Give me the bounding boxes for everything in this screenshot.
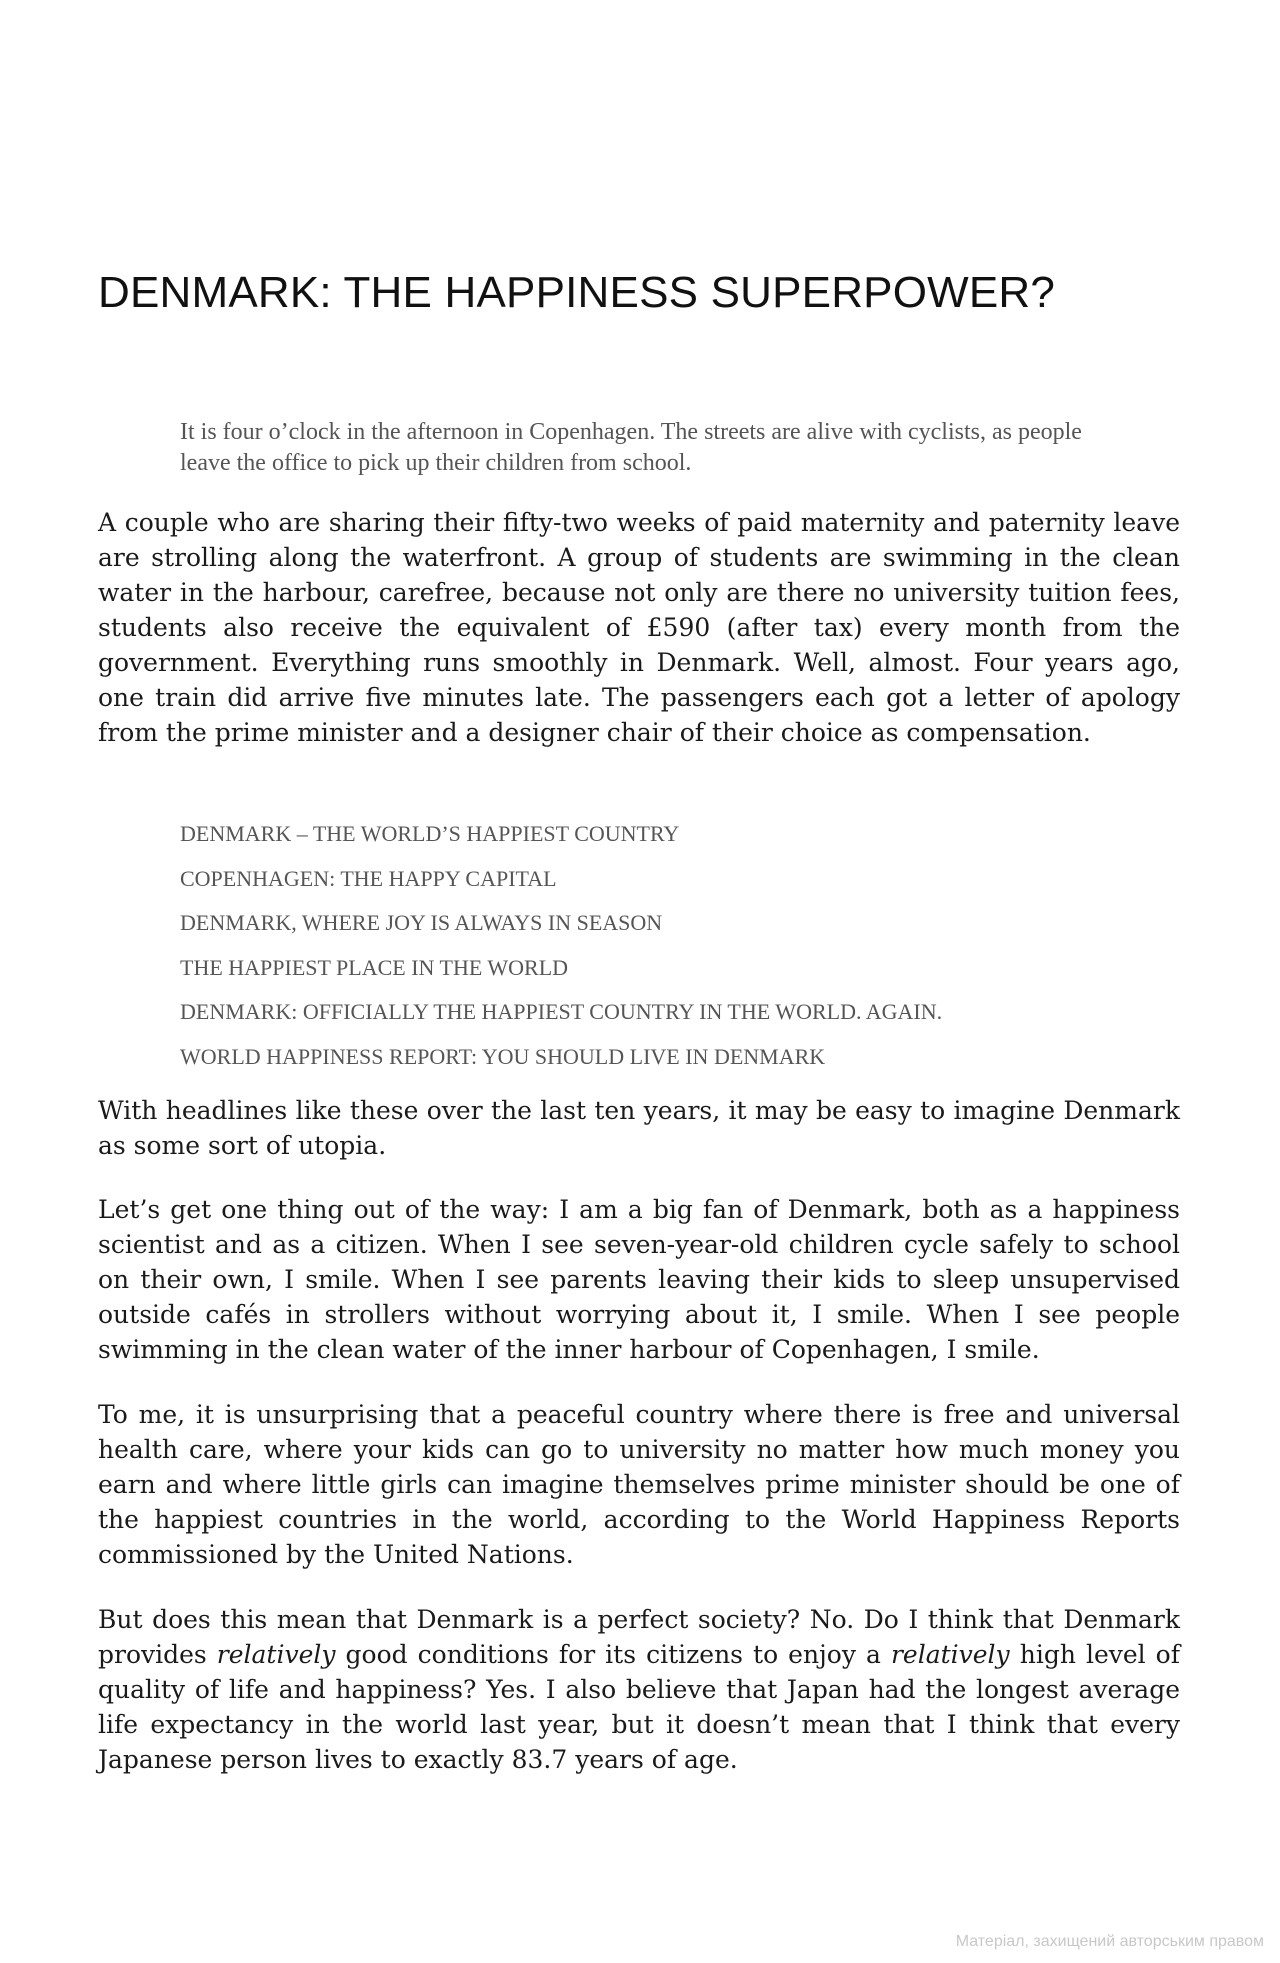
emphasis-relatively: relatively xyxy=(890,1640,1010,1669)
paragraph-intro: A couple who are sharing their fifty-two weeks of paid maternity and paternity leave are strolling along the waterfront. A group of students are swimming in the clean water in the harbour, carefree, because not only are there no university tuition fees, students also receive the equivalent of £590 (after tax) every month from the government. Everything runs smoothly in Denmark. Well, almost. Four years ago, one train did arrive five minutes late. The passengers each got a letter of apology from the prime minister and a designer chair of their choice as compensation. xyxy=(98,508,1180,747)
headline-item: THE HAPPIEST PLACE IN THE WORLD xyxy=(180,954,569,980)
final-paragraph-part3: high level of quality of life and happiness? Yes. I also believe that Japan had the longest average life expectancy in the world last year, but it doesn’t mean that I think that every Japanese person lives to exactly 83.7 years of age. xyxy=(98,1640,1180,1774)
chapter-title: DENMARK: THE HAPPINESS SUPERPOWER? xyxy=(98,268,1056,317)
copyright-notice: Матеріал, захищений авторським правом xyxy=(955,1933,1264,1950)
epigraph: It is four o’clock in the afternoon in Copenhagen. The streets are alive with cyclists, as people leave the office to pick up their children from school. xyxy=(180,419,1082,476)
headline-item: DENMARK: OFFICIALLY THE HAPPIEST COUNTRY IN THE WORLD. AGAIN. xyxy=(180,999,943,1024)
paragraph-fan-of-denmark: Let’s get one thing out of the way: I am a big fan of Denmark, both as a happiness scientist and as a citizen. When I see seven-year-old children cycle safely to school on their own, I smile. When I see parents leaving their kids to sleep unsupervised outside cafés in strollers without worrying about it, I smile. When I see people swimming in the clean water of the inner harbour of Copenhagen, I smile. xyxy=(98,1195,1180,1364)
headline-item: COPENHAGEN: THE HAPPY CAPITAL xyxy=(180,865,557,891)
emphasis-relatively: relatively xyxy=(216,1640,336,1669)
headline-item: DENMARK, WHERE JOY IS ALWAYS IN SEASON xyxy=(180,910,663,935)
headline-item: WORLD HAPPINESS REPORT: YOU SHOULD LIVE IN DENMARK xyxy=(180,1043,826,1069)
paragraph-perfect-society xyxy=(98,1602,1180,1777)
headline-item: DENMARK – THE WORLD’S HAPPIEST COUNTRY xyxy=(180,821,680,846)
headline-list xyxy=(180,812,942,1079)
final-paragraph-part2: good conditions for its citizens to enjoy a xyxy=(335,1640,891,1669)
paragraph-unsurprising: To me, it is unsurprising that a peaceful country where there is free and universal health care, where your kids can go to university no matter how much money you earn and where little girls can imagine themselves prime minister should be one of the happiest countries in the world, according to the World Happiness Reports commissioned by the United Nations. xyxy=(98,1400,1180,1569)
paragraph-headlines-comment: With headlines like these over the last ten years, it may be easy to imagine Denmark as some sort of utopia. xyxy=(98,1096,1180,1160)
final-paragraph-part1: But does this mean that Denmark is a perfect society? No. Do I think that Denmark provides xyxy=(98,1605,1180,1669)
